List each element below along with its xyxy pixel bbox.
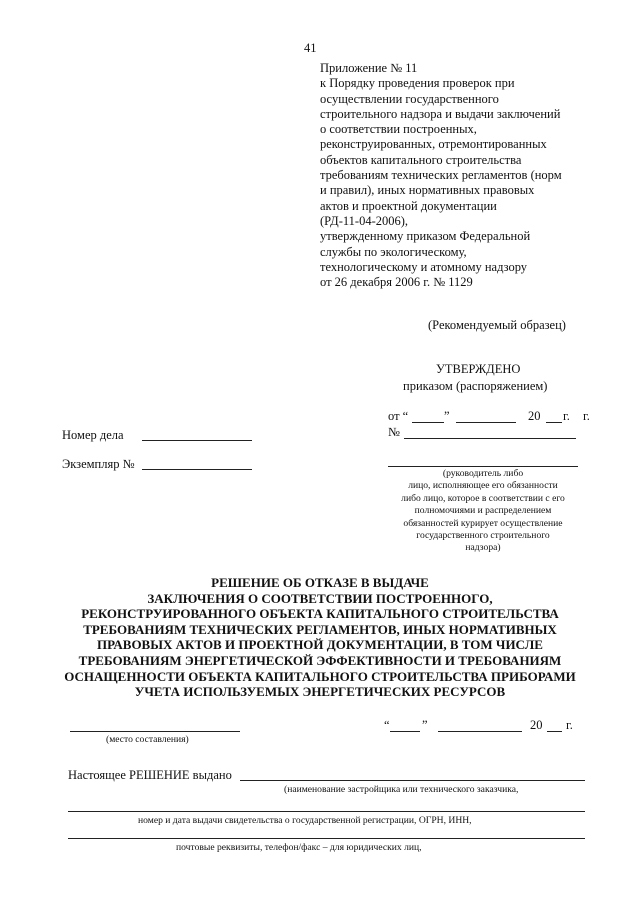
decision-title-line-5: ПРАВОВЫХ АКТОВ И ПРОЕКТНОЙ ДОКУМЕНТАЦИИ, В ТОМ ЧИСЛЕ [97, 637, 543, 653]
appendix-line-2: к Порядку проведения проверок при [320, 76, 515, 91]
signatory-caption-line-5: обязанностей курирует осуществление [403, 517, 563, 529]
approval-year-field[interactable] [546, 422, 562, 423]
approval-year-suffix-extra: г. [583, 409, 590, 423]
approval-month-field[interactable] [456, 422, 516, 423]
place-field[interactable] [70, 731, 240, 732]
approval-number-label: № [388, 425, 400, 439]
issued-caption-1: (наименование застройщика или технического заказчика, [284, 784, 519, 795]
case-number-field[interactable] [142, 440, 252, 441]
case-number-label: Номер дела [62, 428, 124, 442]
appendix-line-1: Приложение № 11 [320, 61, 418, 75]
decision-title [0, 575, 640, 700]
decision-title-line-1: РЕШЕНИЕ ОБ ОТКАЗЕ В ВЫДАЧЕ [211, 575, 429, 590]
appendix-line-14: технологическому и атомному надзору [320, 259, 528, 274]
approval-date-prefix: от “ [388, 409, 409, 423]
place-date-open-quote: “ [384, 718, 390, 732]
appendix-header [320, 61, 562, 290]
copy-number-label: Экземпляр № [62, 457, 135, 471]
place-year-suffix: г. [566, 718, 573, 732]
approval-year-suffix: г. [563, 409, 570, 423]
by-order-label: приказом (распоряжением) [403, 379, 548, 393]
decision-title-line-3: РЕКОНСТРУИРОВАННОГО ОБЪЕКТА КАПИТАЛЬНОГО СТРОИТЕЛЬСТВА [81, 606, 559, 622]
decision-title-line-8: УЧЕТА ИСПОЛЬЗУЕМЫХ ЭНЕРГЕТИЧЕСКИХ РЕСУРСОВ [134, 684, 506, 700]
copy-number-field[interactable] [142, 469, 252, 470]
place-caption: (место составления) [106, 734, 189, 745]
approval-date-quote-close: ” [444, 409, 450, 423]
issued-caption-3: почтовые реквизиты, телефон/факс – для юридических лиц, [176, 842, 422, 853]
place-year-field[interactable] [547, 731, 562, 732]
appendix-line-8: требованиям технических регламентов (норм [320, 168, 562, 183]
signatory-caption-line-2: лицо, исполняющее его обязанности [408, 480, 558, 492]
issued-to-field[interactable] [240, 780, 585, 781]
signatory-caption-line-3: либо лицо, которое в соответствии с его [401, 492, 565, 504]
appendix-line-6: реконструированных, отремонтированных [320, 137, 547, 152]
approval-year-prefix: 20 [528, 409, 541, 423]
place-day-field[interactable] [390, 731, 420, 732]
issued-postal-field[interactable] [68, 838, 585, 839]
recommended-sample-label: (Рекомендуемый образец) [428, 318, 566, 332]
appendix-line-4: строительного надзора и выдачи заключений [320, 106, 561, 121]
appendix-line-11: (РД-11-04-2006), [320, 213, 409, 228]
signatory-caption-line-1: (руководитель либо [442, 468, 524, 479]
place-year-prefix: 20 [530, 718, 543, 732]
signatory-field[interactable] [388, 466, 578, 467]
approved-heading: УТВЕРЖДЕНО [436, 362, 521, 376]
appendix-line-3: осуществлении государственного [320, 91, 499, 106]
appendix-line-13: службы по экологическому, [320, 244, 467, 259]
decision-title-line-6: ТРЕБОВАНИЯМ ЭНЕРГЕТИЧЕСКОЙ ЭФФЕКТИВНОСТИ И ТРЕБОВАНИЯМ [78, 652, 562, 668]
place-month-field[interactable] [438, 731, 522, 732]
page-number: 41 [304, 41, 317, 55]
appendix-line-9: и правил), иных нормативных правовых [320, 183, 535, 198]
issued-caption-2: номер и дата выдачи свидетельства о государственной регистрации, ОГРН, ИНН, [138, 815, 472, 826]
signatory-caption-line-4: полномочиями и распределением [414, 505, 552, 517]
decision-title-line-2: ЗАКЛЮЧЕНИЯ О СООТВЕТСТВИИ ПОСТРОЕННОГО, [147, 590, 493, 606]
issued-label: Настоящее РЕШЕНИЕ выдано [68, 768, 232, 782]
appendix-line-12: утвержденному приказом Федеральной [320, 229, 531, 244]
place-date-close-quote: ” [422, 718, 428, 732]
appendix-line-15: от 26 декабря 2006 г. № 1129 [320, 275, 473, 290]
appendix-line-10: актов и проектной документации [320, 198, 497, 213]
decision-title-line-4: ТРЕБОВАНИЯМ ТЕХНИЧЕСКИХ РЕГЛАМЕНТОВ, ИНЫХ НОРМАТИВНЫХ [83, 621, 557, 637]
appendix-line-5: о соответствии построенных, [320, 122, 477, 137]
decision-title-line-7: ОСНАЩЕННОСТИ ОБЪЕКТА КАПИТАЛЬНОГО СТРОИТЕЛЬСТВА ПРИБОРАМИ [64, 668, 576, 684]
signatory-caption-line-6: государственного строительного [416, 530, 550, 542]
issued-registration-field[interactable] [68, 811, 585, 812]
approval-day-field[interactable] [412, 422, 444, 423]
appendix-line-7: объектов капитального строительства [320, 152, 522, 167]
approval-number-field[interactable] [404, 438, 576, 439]
signatory-caption [376, 468, 590, 555]
signatory-caption-line-7: надзора) [465, 542, 501, 554]
